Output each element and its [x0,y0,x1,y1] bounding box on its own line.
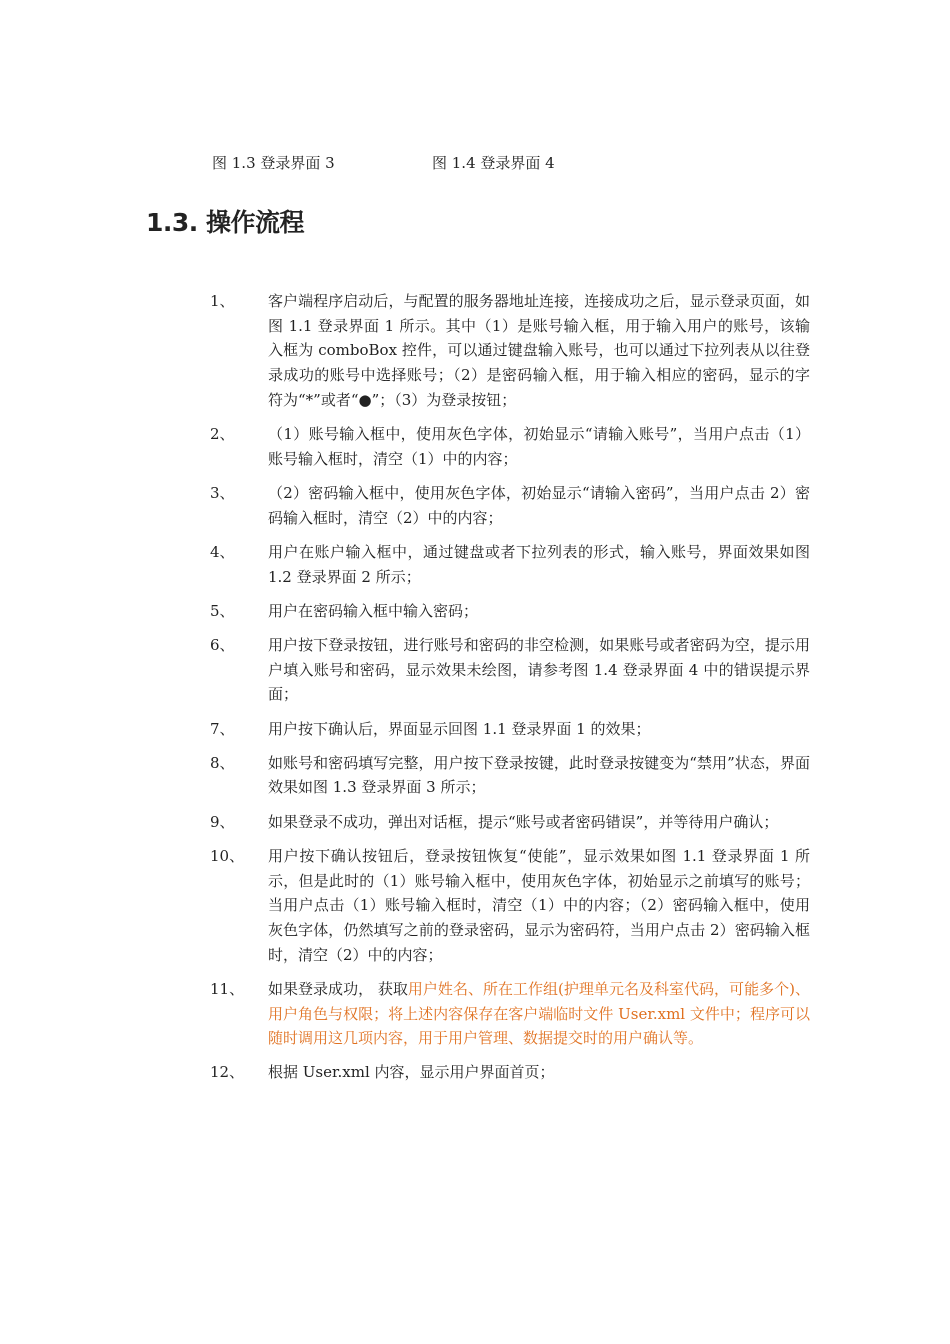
item-text: 用户按下确认按钮后，登录按钮恢复“使能”，显示效果如图 1.1 登录界面 1 所示，但是此时的（1）账号输入框中，使用灰色字体，初始显示之前填写的账号；当用户点击（1）账号输入框时，清空（1）中的内容；（2）密码输入框中，使用灰色字体，仍然填写之前的登录密码，显示为密码符，当用户点击 2）密码输入框时，清空（2）中的内容； [268,846,810,964]
item-text: 用户在账户输入框中，通过键盘或者下拉列表的形式，输入账号，界面效果如图 1.2 登录界面 2 所示； [268,542,810,586]
item-text-plain: 如果登录成功， 获取 [268,979,408,998]
item-text: 用户按下确认后，界面显示回图 1.1 登录界面 1 的效果； [268,719,651,738]
list-item [210,540,810,589]
item-number: 9、 [210,812,235,831]
item-number: 6、 [210,635,235,654]
item-number: 5、 [210,601,235,620]
item-number: 7、 [210,719,235,738]
item-text: 如果登录不成功，弹出对话框，提示“账号或者密码错误”，并等待用户确认； [268,812,779,831]
item-text: （1）账号输入框中，使用灰色字体，初始显示“请输入账号”，当用户点击（1）账号输入框时，清空（1）中的内容； [268,425,810,468]
item-number: 2、 [210,425,235,444]
item-text: 根据 User.xml 内容，显示用户界面首页； [268,1063,555,1082]
item-text: （2）密码输入框中，使用灰色字体，初始显示“请输入密码”，当用户点击 2）密码输入框时，清空（2）中的内容； [268,483,810,527]
list-item [210,844,810,968]
item-number: 1、 [210,292,235,310]
list-item [210,977,810,1051]
list-item [210,717,810,742]
item-number: 3、 [210,483,235,502]
item-number: 11、 [210,979,245,998]
operation-steps-list [210,289,810,1095]
item-text: 用户在密码输入框中输入密码； [268,601,479,620]
item-text: 如账号和密码填写完整，用户按下登录按键，此时登录按键变为“禁用”状态，界面效果如图 1.3 登录界面 3 所示； [268,753,810,797]
list-item [210,810,810,835]
section-title: 1.3. 操作流程 [146,208,304,237]
figure-caption-1-3: 图 1.3 登录界面 3 [212,154,335,172]
list-item [210,422,810,471]
item-text: 客户端程序启动后，与配置的服务器地址连接，连接成功之后，显示登录页面，如图 1.1 登录界面 1 所示。其中（1）是账号输入框，用于输入用户的账号，该输入框为 comboBox 控件，可以通过键盘输入账号，也可以通过下拉列表从以往登录成功的账号中选择账号；（2）是密码输入框，用于输入相应的密码，显示的字符为“*”或者“●”；（3）为登录按钮； [268,292,810,409]
item-text [268,977,810,1051]
list-item [210,481,810,530]
item-text-highlight: 用户姓名、所在工作组(护理单元名及科室代码，可能多个)、用户角色与权限；将上述内容保存在客户端临时文件 User.xml 文件中；程序可以随时调用这几项内容，用于用户管理、数据提交时的用户确认等。 [268,979,810,1048]
item-number: 10、 [210,846,245,865]
list-item [210,1060,810,1085]
list-item [210,751,810,800]
list-item [210,633,810,707]
item-text: 用户按下登录按钮，进行账号和密码的非空检测，如果账号或者密码为空，提示用户填入账号和密码，显示效果未绘图，请参考图 1.4 登录界面 4 中的错误提示界面； [268,635,810,704]
list-item [210,599,810,624]
item-number: 4、 [210,542,235,561]
list-item [210,289,810,413]
item-number: 8、 [210,753,235,772]
figure-caption-1-4: 图 1.4 登录界面 4 [432,154,555,172]
item-number: 12、 [210,1063,245,1082]
